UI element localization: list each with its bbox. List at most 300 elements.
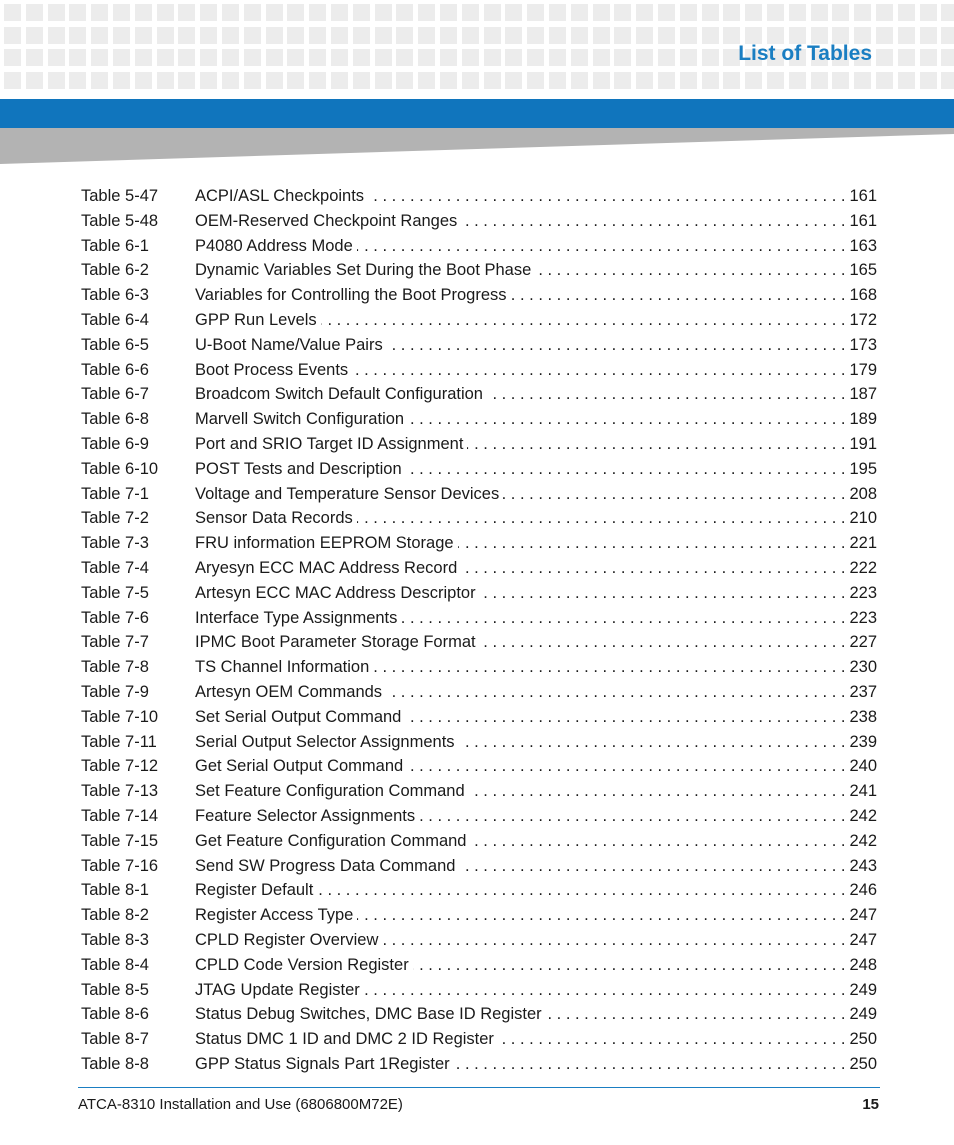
toc-leader-dots [459, 854, 845, 879]
toc-entry-page: 239 [849, 732, 877, 751]
pattern-square [767, 27, 784, 44]
pattern-square [484, 27, 501, 44]
toc-entry-title-wrap [195, 234, 845, 259]
toc-entry-number: Table 8-5 [81, 980, 149, 999]
pattern-square [69, 49, 86, 66]
pattern-square [505, 4, 522, 21]
toc-leader-dots [364, 978, 846, 1003]
toc-entry-title: U-Boot Name/Value Pairs [195, 335, 383, 354]
pattern-square [91, 27, 108, 44]
toc-entry[interactable] [81, 432, 877, 457]
toc-entry-title: GPP Run Levels [195, 310, 317, 329]
toc-entry-title: Register Access Type [195, 906, 354, 925]
toc-entry[interactable] [81, 606, 877, 631]
toc-leader-dots [406, 457, 846, 482]
toc-entry-number: Table 7-3 [81, 534, 149, 553]
toc-entry[interactable] [81, 1027, 877, 1052]
toc-leader-dots [546, 1002, 846, 1027]
toc-entry[interactable] [81, 234, 877, 259]
pattern-square [135, 27, 152, 44]
pattern-square [462, 72, 479, 89]
footer-page-number: 15 [862, 1096, 879, 1113]
pattern-square [244, 4, 261, 21]
pattern-square [244, 72, 261, 89]
toc-entry-title: CPLD Code Version Register [195, 955, 409, 974]
toc-entry-number: Table 6-5 [81, 335, 149, 354]
pattern-square [898, 27, 915, 44]
toc-entry-page: 210 [849, 509, 877, 528]
table-of-contents [81, 184, 877, 1077]
pattern-square [157, 49, 174, 66]
pattern-square [135, 49, 152, 66]
pattern-square [920, 27, 937, 44]
toc-entry-number: Table 8-6 [81, 1005, 149, 1024]
toc-entry-number: Table 7-6 [81, 608, 149, 627]
toc-leader-dots [480, 630, 846, 655]
toc-entry[interactable] [81, 382, 877, 407]
toc-entry-page: 165 [849, 261, 877, 280]
pattern-square [48, 27, 65, 44]
pattern-square [375, 49, 392, 66]
pattern-square [549, 72, 566, 89]
toc-leader-dots [480, 581, 846, 606]
pattern-square [26, 72, 43, 89]
pattern-square [331, 4, 348, 21]
toc-entry-number: Table 8-2 [81, 906, 149, 925]
pattern-square [462, 27, 479, 44]
pattern-square [287, 72, 304, 89]
pattern-square [135, 72, 152, 89]
toc-entry-number: Table 8-3 [81, 930, 149, 949]
pattern-square [745, 4, 762, 21]
pattern-square [440, 4, 457, 21]
toc-entry-title: Set Feature Configuration Command [195, 782, 465, 801]
toc-entry[interactable] [81, 308, 877, 333]
toc-leader-dots [382, 928, 845, 953]
toc-leader-dots [357, 506, 846, 531]
pattern-square [636, 27, 653, 44]
toc-entry-number: Table 7-8 [81, 658, 149, 677]
toc-leader-dots [454, 1052, 846, 1077]
toc-entry[interactable] [81, 258, 877, 283]
toc-entry[interactable] [81, 754, 877, 779]
toc-entry-title-wrap [195, 804, 845, 829]
pattern-square [876, 49, 893, 66]
pattern-square [527, 27, 544, 44]
pattern-square [309, 72, 326, 89]
toc-entry-title-wrap [195, 978, 845, 1003]
toc-entry-number: Table 7-9 [81, 682, 149, 701]
toc-entry[interactable] [81, 506, 877, 531]
toc-leader-dots [407, 754, 845, 779]
toc-entry-title-wrap [195, 854, 845, 879]
toc-entry-title: Set Serial Output Command [195, 707, 402, 726]
header-blue-band [0, 99, 954, 128]
toc-entry-title: Artesyn ECC MAC Address Descriptor [195, 583, 476, 602]
toc-entry[interactable] [81, 1052, 877, 1077]
pattern-square [287, 27, 304, 44]
toc-entry[interactable] [81, 878, 877, 903]
pattern-square [941, 72, 954, 89]
header-gray-wedge [0, 128, 954, 164]
toc-entry-number: Table 6-1 [81, 236, 149, 255]
footer-document-title: ATCA-8310 Installation and Use (6806800M72E) [78, 1096, 403, 1113]
toc-entry-page: 172 [849, 310, 877, 329]
toc-entry-title-wrap [195, 258, 845, 283]
toc-entry-title-wrap [195, 581, 845, 606]
toc-entry[interactable] [81, 829, 877, 854]
toc-entry-title-wrap [195, 680, 845, 705]
pattern-square [26, 27, 43, 44]
pattern-square [832, 72, 849, 89]
toc-entry-number: Table 8-8 [81, 1054, 149, 1073]
toc-entry-page: 248 [849, 955, 877, 974]
toc-entry-title: Register Default [195, 881, 314, 900]
pattern-square [614, 72, 631, 89]
pattern-square [636, 72, 653, 89]
toc-entry-title-wrap [195, 308, 845, 333]
pattern-square [113, 49, 130, 66]
toc-leader-dots [357, 234, 846, 259]
toc-entry-page: 227 [849, 633, 877, 652]
pattern-square [222, 72, 239, 89]
toc-entry[interactable] [81, 482, 877, 507]
toc-entry-title-wrap [195, 457, 845, 482]
toc-entry[interactable] [81, 407, 877, 432]
toc-leader-dots [458, 531, 846, 556]
pattern-square [200, 72, 217, 89]
pattern-square [48, 72, 65, 89]
toc-entry-title-wrap [195, 432, 845, 457]
pattern-square [702, 27, 719, 44]
toc-entry[interactable] [81, 978, 877, 1003]
toc-entry-number: Table 8-7 [81, 1030, 149, 1049]
toc-entry-title-wrap [195, 779, 845, 804]
pattern-square [484, 49, 501, 66]
toc-leader-dots [317, 878, 845, 903]
pattern-square [854, 4, 871, 21]
toc-entry-title: Status Debug Switches, DMC Base ID Register [195, 1005, 542, 1024]
pattern-square [898, 72, 915, 89]
toc-entry-page: 241 [849, 782, 877, 801]
pattern-square [658, 49, 675, 66]
toc-leader-dots [357, 903, 845, 928]
toc-entry[interactable] [81, 209, 877, 234]
pattern-square [178, 27, 195, 44]
pattern-square [418, 72, 435, 89]
toc-entry-title-wrap [195, 283, 845, 308]
pattern-square [222, 49, 239, 66]
toc-entry-title-wrap [195, 407, 845, 432]
pattern-square [69, 72, 86, 89]
toc-entry-title: FRU information EEPROM Storage [195, 534, 454, 553]
toc-entry-page: 242 [849, 831, 877, 850]
pattern-square [941, 4, 954, 21]
toc-entry-page: 230 [849, 658, 877, 677]
pattern-square [113, 72, 130, 89]
pattern-square [440, 49, 457, 66]
pattern-square [375, 4, 392, 21]
pattern-square [91, 72, 108, 89]
pattern-square [396, 72, 413, 89]
pattern-square [636, 49, 653, 66]
toc-entry[interactable] [81, 804, 877, 829]
toc-entry[interactable] [81, 184, 877, 209]
pattern-square [396, 4, 413, 21]
pattern-square [920, 72, 937, 89]
pattern-square [702, 4, 719, 21]
toc-entry-page: 168 [849, 286, 877, 305]
toc-entry[interactable] [81, 581, 877, 606]
toc-entry-page: 187 [849, 385, 877, 404]
toc-leader-dots [511, 283, 846, 308]
toc-entry-title: Interface Type Assignments [195, 608, 398, 627]
pattern-square [200, 49, 217, 66]
pattern-square [832, 4, 849, 21]
pattern-square [941, 27, 954, 44]
toc-entry-title: TS Channel Information [195, 658, 370, 677]
toc-leader-dots [498, 1027, 846, 1052]
toc-entry-number: Table 6-2 [81, 261, 149, 280]
toc-entry-title-wrap [195, 482, 845, 507]
toc-leader-dots [467, 432, 845, 457]
pattern-square [309, 4, 326, 21]
pattern-square [593, 4, 610, 21]
pattern-square [26, 49, 43, 66]
pattern-square [157, 72, 174, 89]
toc-entry-number: Table 7-10 [81, 707, 159, 726]
pattern-square [396, 27, 413, 44]
toc-entry-number: Table 7-5 [81, 583, 149, 602]
pattern-square [789, 27, 806, 44]
footer-rule [78, 1087, 880, 1088]
toc-entry-number: Table 6-3 [81, 286, 149, 305]
toc-entry-title: Get Serial Output Command [195, 757, 404, 776]
pattern-square [69, 4, 86, 21]
toc-entry[interactable] [81, 556, 877, 581]
pattern-square [811, 4, 828, 21]
pattern-square [244, 49, 261, 66]
toc-entry-title: Send SW Progress Data Command [195, 856, 456, 875]
toc-entry-title: OEM-Reserved Checkpoint Ranges [195, 211, 458, 230]
toc-entry-title-wrap [195, 531, 845, 556]
toc-entry-title-wrap [195, 184, 845, 209]
toc-entry[interactable] [81, 457, 877, 482]
pattern-square [135, 4, 152, 21]
toc-entry-title: Voltage and Temperature Sensor Devices [195, 484, 500, 503]
pattern-square [876, 27, 893, 44]
toc-entry-title: CPLD Register Overview [195, 930, 379, 949]
pattern-square [571, 27, 588, 44]
toc-entry-title: P4080 Address Mode [195, 236, 353, 255]
pattern-square [811, 72, 828, 89]
toc-entry[interactable] [81, 531, 877, 556]
pattern-square [91, 49, 108, 66]
toc-entry-page: 223 [849, 583, 877, 602]
pattern-square [113, 27, 130, 44]
toc-entry[interactable] [81, 655, 877, 680]
toc-entry-number: Table 7-14 [81, 806, 159, 825]
pattern-square [157, 27, 174, 44]
toc-entry-page: 173 [849, 335, 877, 354]
toc-entry-title: Variables for Controlling the Boot Progress [195, 286, 507, 305]
pattern-square [418, 49, 435, 66]
pattern-square [505, 27, 522, 44]
pattern-square [353, 72, 370, 89]
toc-entry-title-wrap [195, 606, 845, 631]
pattern-square [113, 4, 130, 21]
pattern-square [200, 27, 217, 44]
pattern-square [614, 4, 631, 21]
pattern-square [941, 49, 954, 66]
pattern-square [767, 4, 784, 21]
pattern-square [680, 72, 697, 89]
toc-entry-page: 250 [849, 1030, 877, 1049]
pattern-square [353, 49, 370, 66]
pattern-square [876, 4, 893, 21]
toc-entry-page: 237 [849, 682, 877, 701]
pattern-square [418, 4, 435, 21]
toc-entry-number: Table 7-1 [81, 484, 149, 503]
pattern-square [898, 49, 915, 66]
toc-entry[interactable] [81, 779, 877, 804]
pattern-square [418, 27, 435, 44]
pattern-square [266, 72, 283, 89]
pattern-square [593, 49, 610, 66]
toc-leader-dots [387, 333, 846, 358]
toc-leader-dots [386, 680, 845, 705]
toc-entry-title: Get Feature Configuration Command [195, 831, 467, 850]
pattern-square [266, 4, 283, 21]
toc-entry-page: 249 [849, 1005, 877, 1024]
page-title: List of Tables [738, 42, 872, 65]
pattern-square [876, 72, 893, 89]
toc-entry-title-wrap [195, 953, 845, 978]
toc-entry-page: 243 [849, 856, 877, 875]
pattern-square [484, 72, 501, 89]
pattern-square [178, 4, 195, 21]
pattern-square [91, 4, 108, 21]
toc-entry[interactable] [81, 333, 877, 358]
pattern-square [658, 72, 675, 89]
toc-leader-dots [419, 804, 845, 829]
pattern-square [505, 72, 522, 89]
pattern-square [571, 4, 588, 21]
toc-entry-title: JTAG Update Register [195, 980, 360, 999]
toc-entry-title-wrap [195, 382, 845, 407]
pattern-square [614, 27, 631, 44]
pattern-square [178, 72, 195, 89]
toc-entry[interactable] [81, 1002, 877, 1027]
pattern-square [680, 49, 697, 66]
pattern-square [702, 72, 719, 89]
toc-entry-title: Sensor Data Records [195, 509, 353, 528]
pattern-square [636, 4, 653, 21]
toc-entry-title: IPMC Boot Parameter Storage Format [195, 633, 476, 652]
toc-entry[interactable] [81, 358, 877, 383]
toc-entry-title-wrap [195, 903, 845, 928]
toc-entry-number: Table 7-4 [81, 558, 149, 577]
toc-entry-page: 163 [849, 236, 877, 255]
toc-leader-dots [503, 482, 845, 507]
toc-leader-dots [487, 382, 845, 407]
pattern-square [222, 27, 239, 44]
pattern-square [157, 4, 174, 21]
toc-entry-page: 246 [849, 881, 877, 900]
toc-entry-number: Table 8-1 [81, 881, 149, 900]
pattern-square [375, 72, 392, 89]
toc-entry-number: Table 7-12 [81, 757, 159, 776]
toc-entry-title: Port and SRIO Target ID Assignment [195, 434, 464, 453]
toc-entry[interactable] [81, 283, 877, 308]
toc-leader-dots [408, 407, 845, 432]
pattern-square [309, 49, 326, 66]
toc-entry[interactable] [81, 730, 877, 755]
toc-entry-number: Table 6-4 [81, 310, 149, 329]
toc-entry-title-wrap [195, 209, 845, 234]
toc-leader-dots [469, 779, 846, 804]
toc-entry-title: Aryesyn ECC MAC Address Record [195, 558, 458, 577]
pattern-square [178, 49, 195, 66]
toc-leader-dots [368, 184, 845, 209]
toc-entry-page: 247 [849, 930, 877, 949]
toc-entry[interactable] [81, 705, 877, 730]
toc-entry-number: Table 8-4 [81, 955, 149, 974]
toc-leader-dots [352, 358, 845, 383]
pattern-square [549, 4, 566, 21]
toc-entry-number: Table 7-16 [81, 856, 159, 875]
toc-entry[interactable] [81, 928, 877, 953]
pattern-square [658, 27, 675, 44]
pattern-square [920, 49, 937, 66]
pattern-square [527, 49, 544, 66]
pattern-square [48, 4, 65, 21]
pattern-square [789, 72, 806, 89]
toc-entry-title: Boot Process Events [195, 360, 349, 379]
pattern-square [745, 72, 762, 89]
pattern-square [4, 72, 21, 89]
toc-entry[interactable] [81, 630, 877, 655]
toc-entry[interactable] [81, 953, 877, 978]
pattern-square [680, 27, 697, 44]
toc-entry-page: 223 [849, 608, 877, 627]
toc-entry-page: 222 [849, 558, 877, 577]
pattern-square [702, 49, 719, 66]
pattern-square [527, 4, 544, 21]
toc-entry-title-wrap [195, 705, 845, 730]
toc-entry-title-wrap [195, 630, 845, 655]
toc-entry-title-wrap [195, 829, 845, 854]
toc-entry-title: Serial Output Selector Assignments [195, 732, 455, 751]
pattern-square [26, 4, 43, 21]
pattern-square [462, 4, 479, 21]
toc-entry-title: Dynamic Variables Set During the Boot Phase [195, 261, 532, 280]
toc-entry-page: 195 [849, 459, 877, 478]
toc-entry[interactable] [81, 680, 877, 705]
toc-entry[interactable] [81, 854, 877, 879]
toc-entry-number: Table 7-7 [81, 633, 149, 652]
pattern-square [353, 4, 370, 21]
pattern-square [549, 27, 566, 44]
pattern-square [854, 72, 871, 89]
toc-entry-number: Table 6-7 [81, 385, 149, 404]
toc-entry[interactable] [81, 903, 877, 928]
pattern-square [4, 27, 21, 44]
toc-leader-dots [405, 705, 845, 730]
toc-entry-title: Status DMC 1 ID and DMC 2 ID Register [195, 1030, 494, 1049]
pattern-square [331, 72, 348, 89]
toc-leader-dots [459, 730, 846, 755]
